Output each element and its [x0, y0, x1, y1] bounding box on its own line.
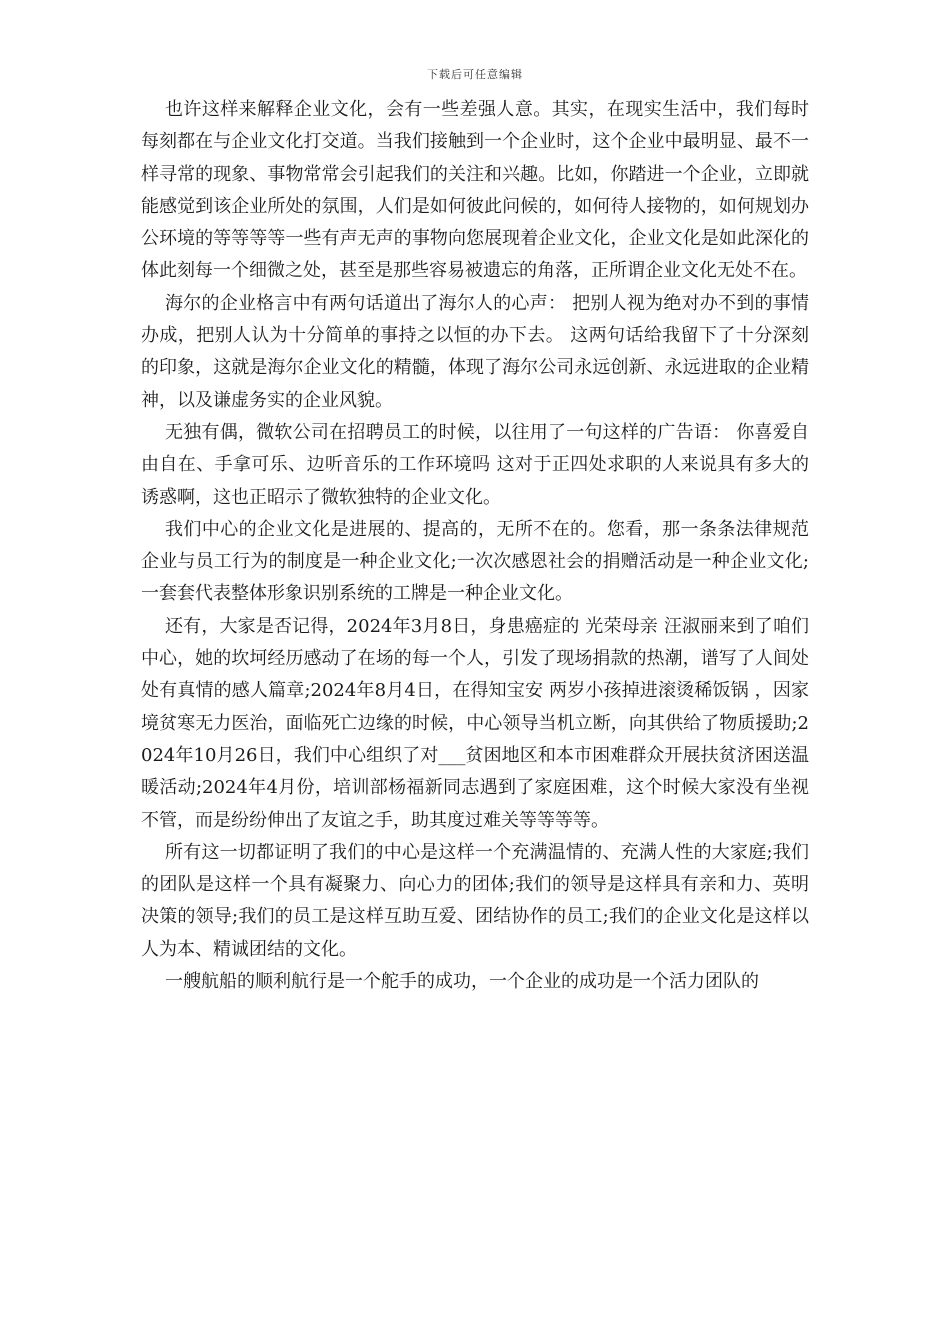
paragraph-ship-metaphor: 一艘航船的顺利航行是一个舵手的成功，一个企业的成功是一个活力团队的: [165, 971, 759, 993]
paragraph-team-summary: 所有这一切都证明了我们的中心是这样一个充满温情的、充满人性的大家庭;我们的团队是这样一个具有凝聚力、向心力的团体;我们的领导是这样具有亲和力、英明决策的领导;我们的员工是这样互助互爱、团结协作的员工;我们的企业文化是这样以人为本、精诚团结的文化。: [141, 841, 809, 960]
paragraph-microsoft-ad: 无独有偶，微软公司在招聘员工的时候，以往用了一句这样的广告语： 你喜爱自由自在、手拿可乐、边听音乐的工作环境吗 这对于正四处求职的人来说具有多大的诱惑啊，这也正昭示了微软独特的企业文化。: [141, 421, 809, 508]
paragraph-charity-events: 还有，大家是否记得，2024年3月8日，身患癌症的 光荣母亲 汪淑丽来到了咱们中心，她的坎坷经历感动了在场的每一个人，引发了现场捐款的热潮，谱写了人间处处有真情的感人篇章;2024年8月4日，在得知宝安 两岁小孩掉进滚烫稀饭锅 ，因家境贫寒无力医治，面临死亡边缘的时候，中心领导当机立断，向其供给了物质援助;2024年10月26日，我们中心组织了对___贫困地区和本市困难群众开展扶贫济困送温暖活动;2024年4月份，培训部杨福新同志遇到了家庭困难，这个时候大家没有坐视不管，而是纷纷伸出了友谊之手，助其度过难关等等等等。: [141, 615, 809, 831]
paragraph-corporate-culture-intro: 也许这样来解释企业文化，会有一些差强人意。其实，在现实生活中，我们每时每刻都在与企业文化打交道。当我们接触到一个企业时，这个企业中最明显、最不一样寻常的现象、事物常常会引起我们的关注和兴趣。比如，你踏进一个企业，立即就能感觉到该企业所处的氛围，人们是如何彼此问候的，如何待人接物的，如何规划办公环境的等等等等一些有声无声的事物向您展现着企业文化，企业文化是如此深化的体此刻每一个细微之处，甚至是那些容易被遗忘的角落，正所谓企业文化无处不在。: [141, 99, 809, 282]
document-body: [141, 94, 809, 998]
page-header-note: 下载后可任意编辑: [427, 68, 523, 81]
paragraph-haier-motto: 海尔的企业格言中有两句话道出了海尔人的心声： 把别人视为绝对办不到的事情办成，把别人认为十分简单的事持之以恒的办下去。 这两句话给我留下了十分深刻的印象，这就是海尔企业文化的精髓，体现了海尔公司永远创新、永远进取的企业精神，以及谦虚务实的企业风貌。: [141, 292, 809, 411]
paragraph-center-culture: 我们中心的企业文化是进展的、提高的，无所不在的。您看，那一条条法律规范企业与员工行为的制度是一种企业文化;一次次感恩社会的捐赠活动是一种企业文化;一套套代表整体形象识别系统的工牌是一种企业文化。: [141, 518, 809, 605]
